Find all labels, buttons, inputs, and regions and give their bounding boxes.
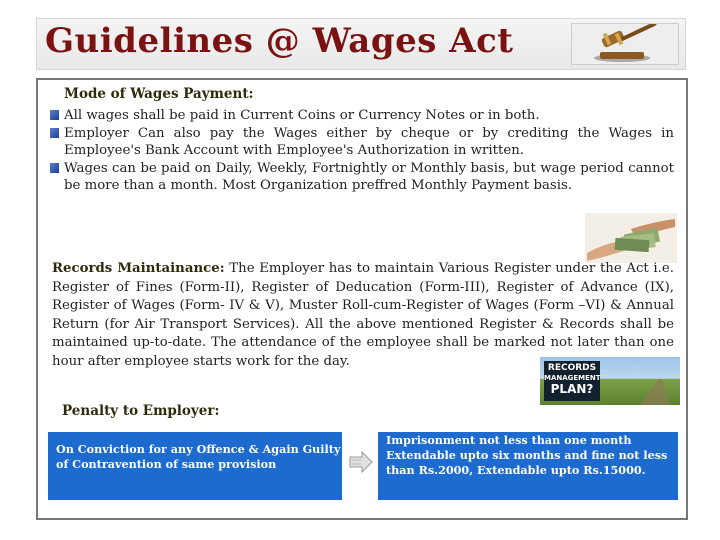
- bullet-marker-icon: [50, 110, 59, 120]
- payment-bullet-list: [48, 107, 674, 195]
- bullet-marker-icon: [50, 128, 59, 138]
- bullet-text: Employer Can also pay the Wages either by cheque or by crediting the Wages in Employee's Bank Account with Employee's Authorization in written.: [64, 126, 674, 158]
- money-handover-image: [585, 213, 677, 263]
- records-plan-image: [540, 357, 680, 405]
- bullet-marker-icon: [50, 163, 59, 173]
- records-paragraph: [52, 260, 674, 371]
- content-frame: [36, 78, 688, 520]
- list-item: [48, 107, 674, 124]
- list-item: [48, 125, 674, 159]
- gavel-icon: [571, 23, 679, 65]
- page-title: Guidelines @ Wages Act: [45, 21, 514, 61]
- bullet-text: Wages can be paid on Daily, Weekly, Fortnightly or Monthly basis, but wage period cannot be more than a month. Most Organization preffred Monthly Payment basis.: [64, 161, 674, 193]
- penalty-heading: Penalty to Employer:: [62, 403, 220, 419]
- arrow-right-icon: [349, 450, 373, 474]
- list-item: [48, 160, 674, 194]
- plan-label-top: RECORDS: [547, 363, 597, 373]
- records-text: The Employer has to maintain Various Register under the Act i.e. Register of Fines (Form-II), Register of Deducation (Form-III), Register of Advance (IX), Register of Wages (Form- IV & V), Muster Roll-cum-Register of Wages (Form –VI) & Annual Return (for Air Transport Services). All the above mentioned Register & Records shall be maintained up-to-date. The attendance of the employee shall be marked not later than one hour after employee starts work for the day.: [52, 261, 675, 369]
- records-heading: Records Maintainance:: [52, 261, 225, 276]
- plan-label-mid: MANAGEMENT: [544, 374, 601, 382]
- bullet-text: All wages shall be paid in Current Coins or Currency Notes or in both.: [64, 108, 540, 123]
- offence-box: On Conviction for any Offence & Again Guilty of Contravention of same provision: [48, 432, 342, 500]
- title-bar: [36, 18, 686, 70]
- punishment-box: Imprisonment not less than one month Extendable upto six months and fine not less than Rs.2000, Extendable upto Rs.15000.: [378, 432, 678, 500]
- payment-heading: Mode of Wages Payment:: [64, 86, 254, 102]
- plan-label-big: PLAN?: [550, 382, 594, 396]
